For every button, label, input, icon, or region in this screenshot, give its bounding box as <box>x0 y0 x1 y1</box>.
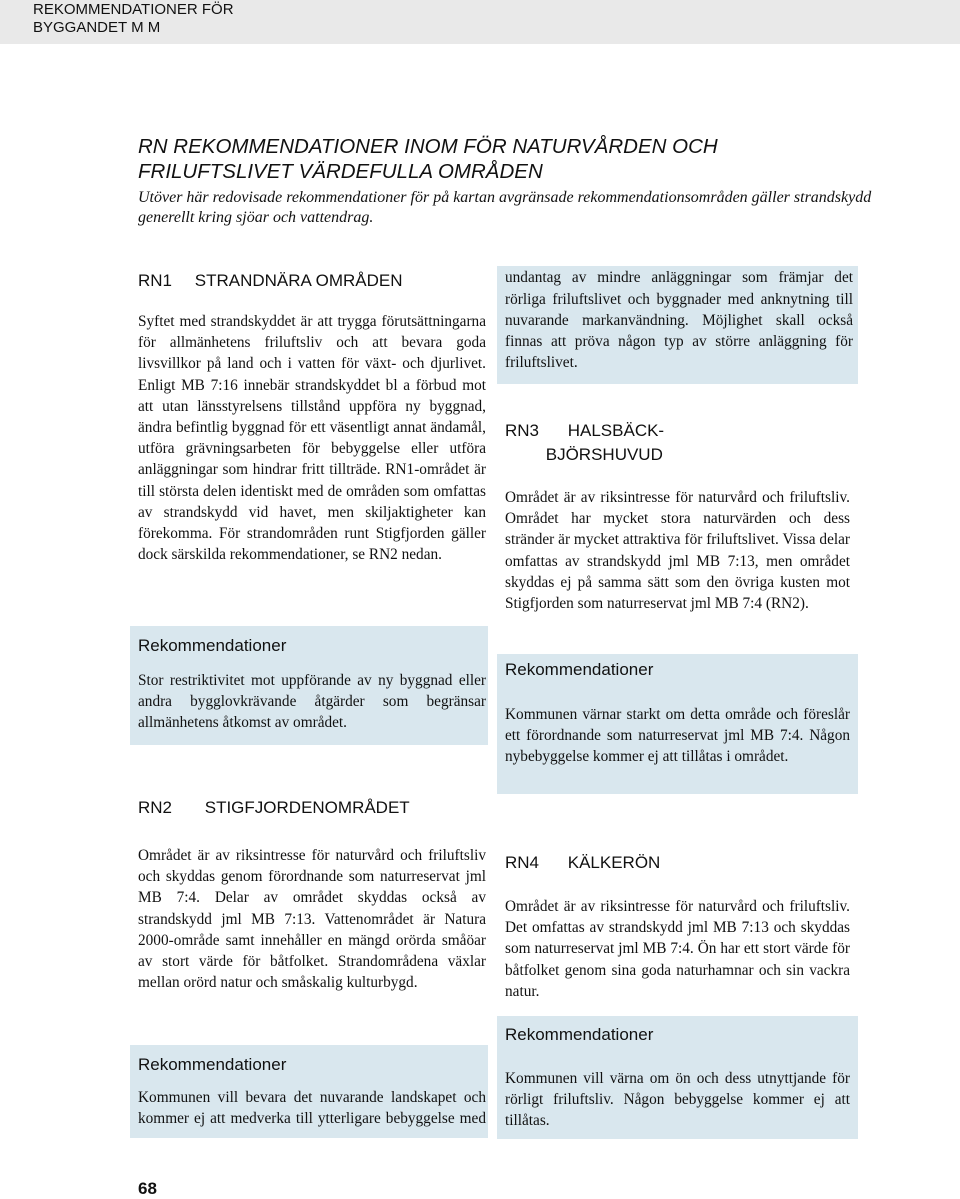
page-title-line-1: RN REKOMMENDATIONER INOM FÖR NATURVÅRDEN OCH <box>138 135 718 158</box>
rn2-rec-title: Rekommendationer <box>138 1055 287 1074</box>
running-header-line-1: REKOMMENDATIONER FÖR <box>33 1 234 18</box>
running-header <box>33 1 333 37</box>
rn2-title: STIGFJORDENOMRÅDET <box>204 798 410 817</box>
rn3-rec-title: Rekommendationer <box>505 660 654 679</box>
rn1-rec-text: Stor restriktivitet mot uppförande av ny byggnad eller andra bygglovkrävande åtgärder som begränsar allmänhetens åtkomst av området. <box>138 672 486 732</box>
rn4-rec-text: Kommunen vill värna om ön och dess utnyttjande för rörligt friluftsliv. Någon bebyggelse kommer ej att tillåtas. <box>505 1070 850 1130</box>
rn1-code: RN1 <box>138 271 173 290</box>
rn3-code: RN3 <box>505 421 540 440</box>
rn2-recommendation-box-part-2 <box>497 266 858 384</box>
rn3-heading <box>505 420 845 466</box>
rn1-body: Syftet med strandskyddet är att trygga förutsättningarna för allmänhetens friluftsliv och att bevara goda livsvillkor på land och i vatten för växt- och djurlivet. Enligt MB 7:16 innebär strandskyddet bl a förbud mot att utan länsstyrelsens tillstånd uppföra ny byggnad, ändra befintlig byggnad för ett väsentligt annat ändamål, utföra grävningsarbeten för bebyggelse eller utföra anläggningar som hindrar fritt tillträde. RN1-området är till största delen identiskt med de områden som omfattas av strandskydd vid havet, men skiljaktigheter kan förekomma. För strandområden runt Stigfjorden gäller dock särskilda rekommendationer, se RN2 nedan. <box>138 313 486 564</box>
rn1-heading <box>138 270 468 292</box>
rn1-rec-title: Rekommendationer <box>138 636 287 655</box>
rn3-title-line-1: HALSBÄCK- <box>567 421 665 440</box>
rn4-recommendation-box <box>497 1016 858 1139</box>
rn4-title: KÄLKERÖN <box>567 853 661 872</box>
rn3-title-line-2: BJÖRSHUVUD <box>545 445 663 464</box>
rn4-code: RN4 <box>505 853 540 872</box>
page-title <box>138 134 898 184</box>
rn4-body: Området är av riksintresse för naturvård och friluftsliv. Det omfattas av strandskydd jml MB 7:13 och skyddas som naturreservat jml MB 7:4. Ön har ett stort värde för båtfolket genom sina goda naturhamnar och sin vackra natur. <box>505 898 850 1000</box>
rn1-title: STRANDNÄRA OMRÅDEN <box>194 271 403 290</box>
page-number: 68 <box>138 1179 157 1198</box>
intro-paragraph: Utöver här redovisade rekommendationer för på kartan avgränsade rekommendationsområden gäller strandskydd generellt kring sjöar och vattendrag. <box>138 189 872 226</box>
running-header-line-2: BYGGANDET M M <box>33 19 161 36</box>
rn2-heading <box>138 797 468 819</box>
rn3-recommendation-box <box>497 654 858 794</box>
rn2-body: Området är av riksintresse för naturvård och friluftsliv och skyddas genom förordnande som naturreservat jml MB 7:4. Delar av området skyddas också av strandskydd jml MB 7:13. Vattenområdet är Natura 2000-område samt innehåller en mängd orörda småöar av stort värde för båtfolket. Strandområdena växlar mellan orörd natur och småskalig kulturbygd. <box>138 847 486 992</box>
page-title-line-2: FRILUFTSLIVET VÄRDEFULLA OMRÅDEN <box>138 160 543 183</box>
rn4-heading <box>505 852 845 874</box>
rn4-rec-title: Rekommendationer <box>505 1025 654 1044</box>
rn2-code: RN2 <box>138 798 173 817</box>
rn2-rec-text-continued: undantag av mindre anläggningar som främjar det rörliga friluftslivet och byggnader med anknytning till nuvarande markanvändning. Möjlighet skall också finnas att pröva någon typ av större anläggning för friluftslivet. <box>505 269 853 372</box>
rn2-rec-text: Kommunen vill bevara det nuvarande landskapet och kommer ej att medverka till ytterligare bebyggelse med <box>138 1089 486 1128</box>
rn1-recommendation-box <box>130 626 488 745</box>
rn2-recommendation-box-part-1 <box>130 1045 488 1138</box>
rn3-body: Området är av riksintresse för naturvård och friluftsliv. Området har mycket stora naturvärden och dess stränder är mycket attraktiva för friluftslivet. Vissa delar omfattas av strandskydd jml MB 7:13, men området skyddas ej på samma sätt som den övriga kusten mot Stigfjorden som naturreservat jml MB 7:4 (RN2). <box>505 489 850 613</box>
rn3-rec-text: Kommunen värnar starkt om detta område och föreslår ett förordnande som naturreservat jml MB 7:4. Någon nybebyggelse kommer ej att tillåtas i området. <box>505 706 850 766</box>
